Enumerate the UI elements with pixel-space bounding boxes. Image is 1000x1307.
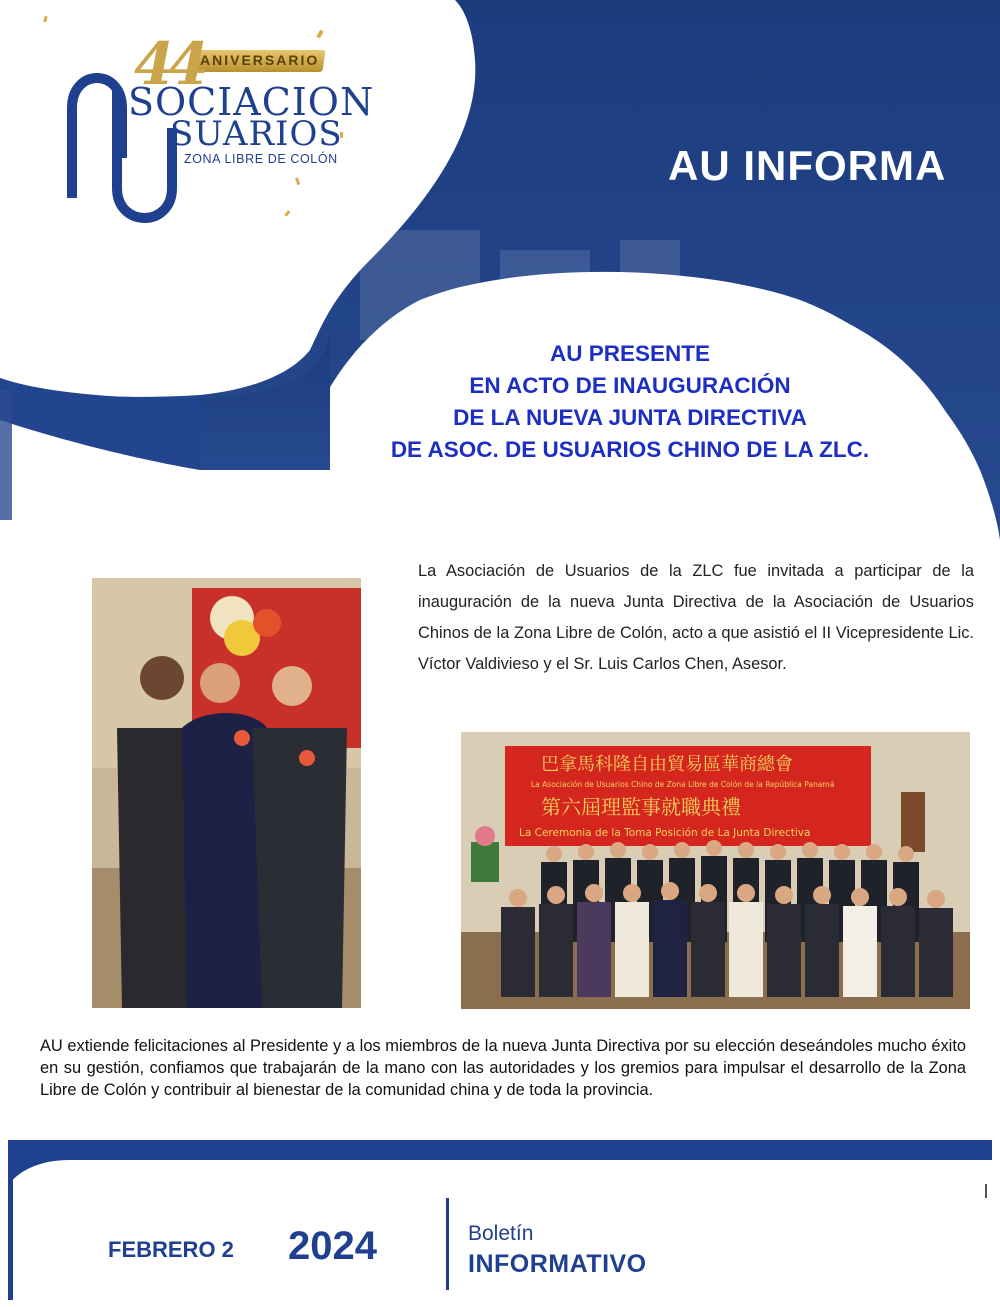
footer-divider: [446, 1198, 449, 1290]
headline-line: DE LA NUEVA JUNTA DIRECTIVA: [453, 405, 807, 430]
headline-line: DE ASOC. DE USUARIOS CHINO DE LA ZLC.: [390, 437, 870, 462]
logo-anniversary-label: ANIVERSARIO: [200, 52, 320, 68]
page-title: AU INFORMA: [668, 142, 947, 189]
logo-line-zona: ZONA LIBRE DE COLÓN: [184, 152, 338, 166]
article-body-paragraph: La Asociación de Usuarios de la ZLC fue invitada a participar de la inauguración de la nueva Junta Directiva de la Asociación de Usuarios Chinos de la Zona Libre de Colón, acto a que asistió el II Vicepresidente Lic. Víctor Valdivieso y el Sr. Luis Carlos Chen, Asesor.: [418, 562, 974, 673]
banner-chinese-top: 巴拿馬科隆自由貿易區華商總會: [541, 754, 793, 775]
banner-chinese-bottom: 第六屆理監事就職典禮: [541, 795, 741, 819]
headline-line: EN ACTO DE INAUGURACIÓN: [469, 373, 791, 398]
article-closing-paragraph: AU extiende felicitaciones al Presidente y a los miembros de la nueva Junta Directiva por su elección deseándoles mucho éxito en su gestión, confiamos que trabajarán de la mano con las autoridades y los gremios para impulsar el desarrollo de la Zona Libre de Colón y contribuir al bienestar de la comunidad china y de toda la provincia.: [40, 1037, 966, 1099]
article-headline: [330, 338, 930, 466]
footer-label: INFORMATIVO: [468, 1250, 647, 1278]
logo-line-usuarios: SUARIOS: [170, 114, 343, 154]
footer-date: FEBRERO 2: [108, 1237, 234, 1262]
headline-line: AU PRESENTE: [549, 341, 711, 366]
association-logo: [62, 28, 375, 228]
photo-three-attendees: [92, 578, 361, 1008]
logo-anniversary-number: 44: [134, 30, 203, 98]
photo-group-board: [461, 732, 970, 1009]
logo-line-asociacion: SOCIACION: [128, 80, 375, 124]
footer-year: 2024: [288, 1224, 377, 1268]
banner-spanish: La Asociación de Usuarios Chino de Zona Libre de Colón de la República Panamá: [531, 780, 835, 789]
footer-kicker: Boletín: [468, 1222, 534, 1245]
footer-tick-mark: [985, 1184, 987, 1198]
banner-ceremony: La Ceremonia de la Toma Posición de La Junta Directiva: [519, 827, 811, 839]
